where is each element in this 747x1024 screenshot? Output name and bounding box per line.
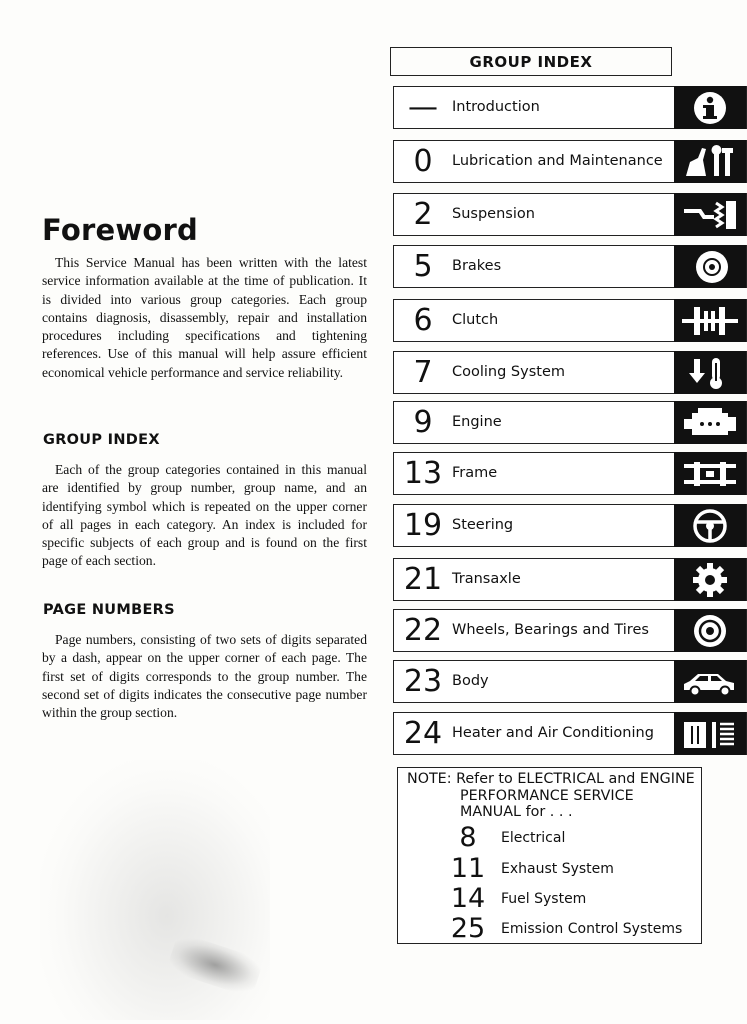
gear-icon	[674, 558, 746, 601]
index-row-heater[interactable]	[393, 712, 747, 755]
note-item-label: Electrical	[501, 830, 566, 846]
note-box	[397, 767, 702, 944]
note-item-exhaust	[398, 854, 698, 884]
index-row-brakes[interactable]	[393, 245, 747, 288]
index-row-number: 22	[403, 612, 443, 648]
engine-icon	[674, 401, 746, 444]
index-row-number: 6	[413, 302, 433, 338]
index-row-number: 5	[413, 248, 433, 284]
note-line-2: PERFORMANCE SERVICE	[460, 787, 634, 804]
clutch-icon	[674, 299, 746, 342]
note-item-number: 14	[450, 883, 486, 914]
index-row-label: Steering	[452, 517, 514, 533]
index-row-label: Transaxle	[452, 571, 521, 587]
index-row-label: Introduction	[452, 99, 540, 115]
index-row-number: 0	[413, 143, 433, 179]
index-row-number: 24	[403, 715, 443, 751]
brake-disc-icon	[674, 245, 746, 288]
note-item-fuel	[398, 884, 698, 914]
index-row-frame[interactable]	[393, 452, 747, 495]
index-row-number: 9	[413, 404, 433, 440]
index-row-number: 19	[403, 507, 443, 543]
index-row-number: 7	[413, 354, 433, 390]
page-numbers-body: Page numbers, consisting of two sets of digits separated by a dash, appear on the upper corner of each page. The first set of digits corresponds to the group number. The second set of digits indicates the consecutive page number within the group section.	[42, 632, 367, 721]
note-item-electrical	[398, 823, 698, 853]
index-row-number: 21	[403, 561, 443, 597]
index-row-label: Cooling System	[452, 364, 565, 380]
note-item-label: Emission Control Systems	[501, 921, 683, 937]
index-row-body[interactable]	[393, 660, 747, 703]
group-index-heading: GROUP INDEX	[43, 432, 160, 448]
index-row-number: 13	[403, 455, 443, 491]
index-row-number: —	[408, 89, 438, 125]
note-item-number: 8	[459, 822, 477, 853]
index-row-label: Heater and Air Conditioning	[452, 725, 654, 741]
index-row-suspension[interactable]	[393, 193, 747, 236]
foreword-title: Foreword	[42, 213, 198, 247]
index-row-label: Brakes	[452, 258, 502, 274]
note-item-label: Fuel System	[501, 891, 587, 907]
index-row-label: Lubrication and Maintenance	[452, 153, 663, 169]
car-icon	[674, 660, 746, 703]
note-item-number: 11	[450, 853, 486, 884]
note-item-label: Exhaust System	[501, 861, 614, 877]
index-row-wheels[interactable]	[393, 609, 747, 652]
index-row-cooling[interactable]	[393, 351, 747, 394]
index-row-transaxle[interactable]	[393, 558, 747, 601]
index-row-label: Body	[452, 673, 489, 689]
index-row-label: Wheels, Bearings and Tires	[452, 622, 649, 638]
note-prefix: NOTE:	[407, 771, 452, 787]
note-text	[407, 771, 699, 821]
oilcan-wrench-icon	[674, 140, 746, 183]
frame-icon	[674, 452, 746, 495]
note-line-3: MANUAL for . . .	[460, 804, 573, 820]
spring-icon	[674, 193, 746, 236]
index-row-introduction[interactable]	[393, 86, 747, 129]
note-item-emission	[398, 914, 698, 944]
index-row-number: 2	[413, 196, 433, 232]
group-index-body: Each of the group categories contained in this manual are identified by group number, group name, and an identifying symbol which is repeated on the upper corner of all pages in each category. An index is included for specific subjects of each group and is found on the first page of each section.	[42, 462, 367, 569]
thermometer-icon	[674, 351, 746, 394]
page-smudge-dark	[166, 932, 264, 998]
page-numbers-heading: PAGE NUMBERS	[43, 602, 175, 618]
index-row-label: Clutch	[452, 312, 499, 328]
note-item-number: 25	[450, 913, 486, 944]
index-row-label: Frame	[452, 465, 498, 481]
steering-wheel-icon	[674, 504, 746, 547]
index-row-number: 23	[403, 663, 443, 699]
index-row-steering[interactable]	[393, 504, 747, 547]
note-line-1: Refer to ELECTRICAL and ENGINE	[456, 771, 695, 787]
index-row-lubrication[interactable]	[393, 140, 747, 183]
index-row-label: Engine	[452, 414, 502, 430]
foreword-body: This Service Manual has been written with the latest service information available at the time of publication. It is divided into various group categories. Each group contains diagnosis, disassembly, repair and installation procedures including specifications and tightening references. Use of this manual will help assure efficient economical vehicle performance and service reliability.	[42, 255, 367, 380]
index-row-label: Suspension	[452, 206, 535, 222]
index-row-clutch[interactable]	[393, 299, 747, 342]
tire-icon	[674, 609, 746, 652]
index-row-engine[interactable]	[393, 401, 747, 444]
group-index-header: GROUP INDEX	[390, 47, 672, 76]
info-icon	[674, 86, 746, 129]
heater-icon	[674, 712, 746, 755]
